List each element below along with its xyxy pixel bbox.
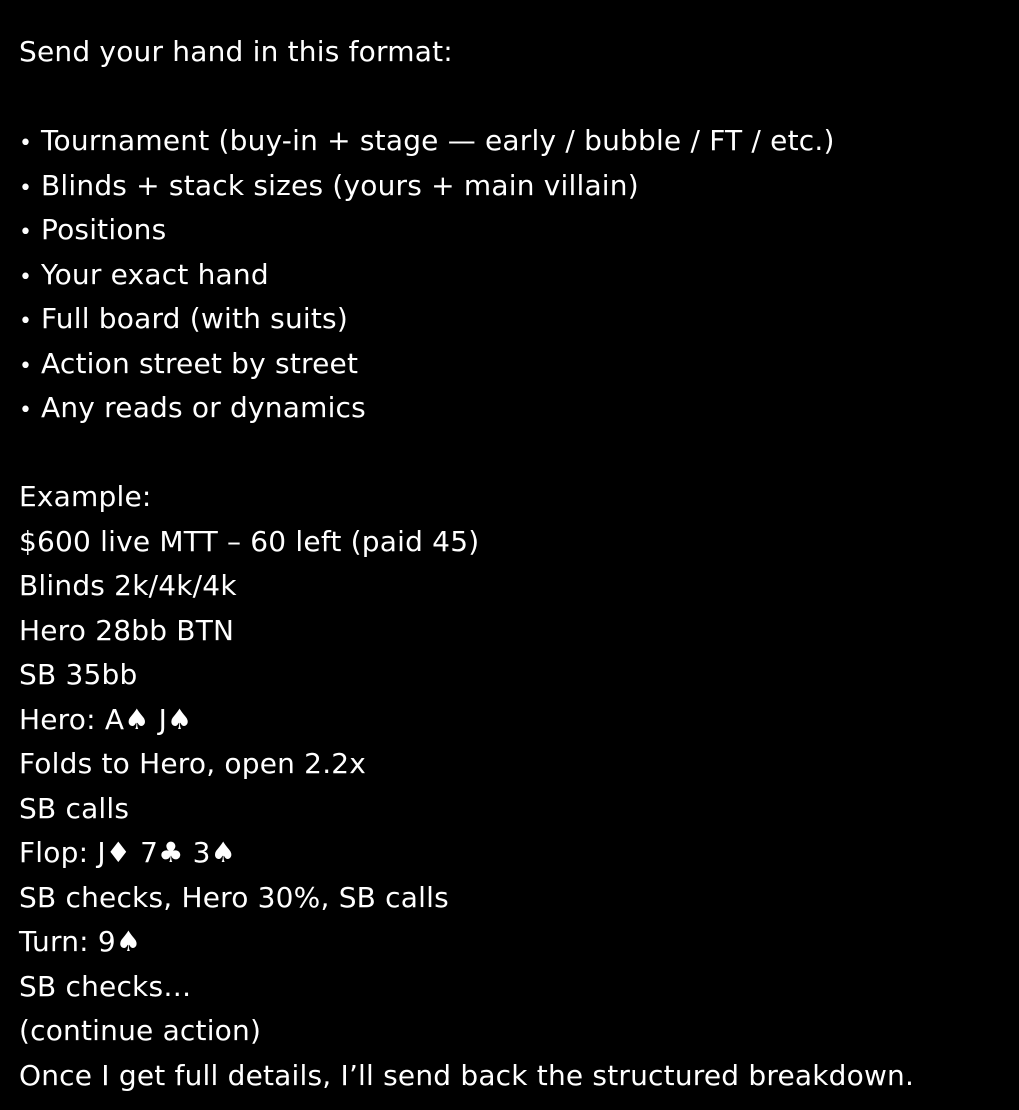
list-item-text: Action street by street <box>41 346 359 380</box>
example-line: (continue action) <box>19 1014 262 1047</box>
list-item <box>19 253 1009 298</box>
spacer <box>19 75 1009 120</box>
bullet-icon: • <box>19 175 33 201</box>
message-body <box>19 30 1009 1098</box>
example-line: $600 live MTT – 60 left (paid 45) <box>19 524 480 558</box>
list-item <box>19 297 1009 342</box>
example-line: Hero 28bb BTN <box>19 613 235 647</box>
list-item <box>19 208 1009 253</box>
list-item <box>19 164 1009 209</box>
example-line: Hero: A♠ J♠ <box>19 702 193 736</box>
example-line: Blinds 2k/4k/4k <box>19 569 237 602</box>
bullet-icon: • <box>19 309 33 334</box>
example-line: Folds to Hero, open 2.2x <box>19 747 367 780</box>
list-item <box>19 119 1009 164</box>
bullet-icon: • <box>19 353 33 379</box>
example-line: SB 35bb <box>19 658 138 691</box>
example-line: SB checks, Hero 30%, SB calls <box>19 880 449 914</box>
example-block <box>19 520 1009 1054</box>
closing-text: Once I get full details, I’ll send back the structured breakdown. <box>19 1058 915 1092</box>
list-item-text: Tournament (buy-in + stage — early / bubble / FT / etc.) <box>41 124 835 157</box>
list-item-text: Any reads or dynamics <box>41 391 366 424</box>
list-item-text: Blinds + stack sizes (yours + main villain) <box>41 168 639 202</box>
example-line: SB calls <box>19 791 130 825</box>
spacer <box>19 431 1009 476</box>
intro-text: Send your hand in this format: <box>19 35 453 68</box>
example-line: SB checks… <box>19 969 192 1003</box>
list-item-text: Your exact hand <box>41 257 269 291</box>
example-heading: Example: <box>19 480 152 513</box>
example-line: Flop: J♦ 7♣ 3♠ <box>19 836 236 869</box>
example-line: Turn: 9♠ <box>19 925 142 958</box>
bullet-icon: • <box>19 264 33 290</box>
bullet-icon: • <box>19 220 33 245</box>
list-item-text: Positions <box>41 213 167 246</box>
bullet-icon: • <box>19 131 33 156</box>
list-item <box>19 386 1009 431</box>
bullet-icon: • <box>19 398 33 423</box>
list-item-text: Full board (with suits) <box>41 302 348 335</box>
format-list <box>19 119 1009 431</box>
list-item <box>19 342 1009 387</box>
